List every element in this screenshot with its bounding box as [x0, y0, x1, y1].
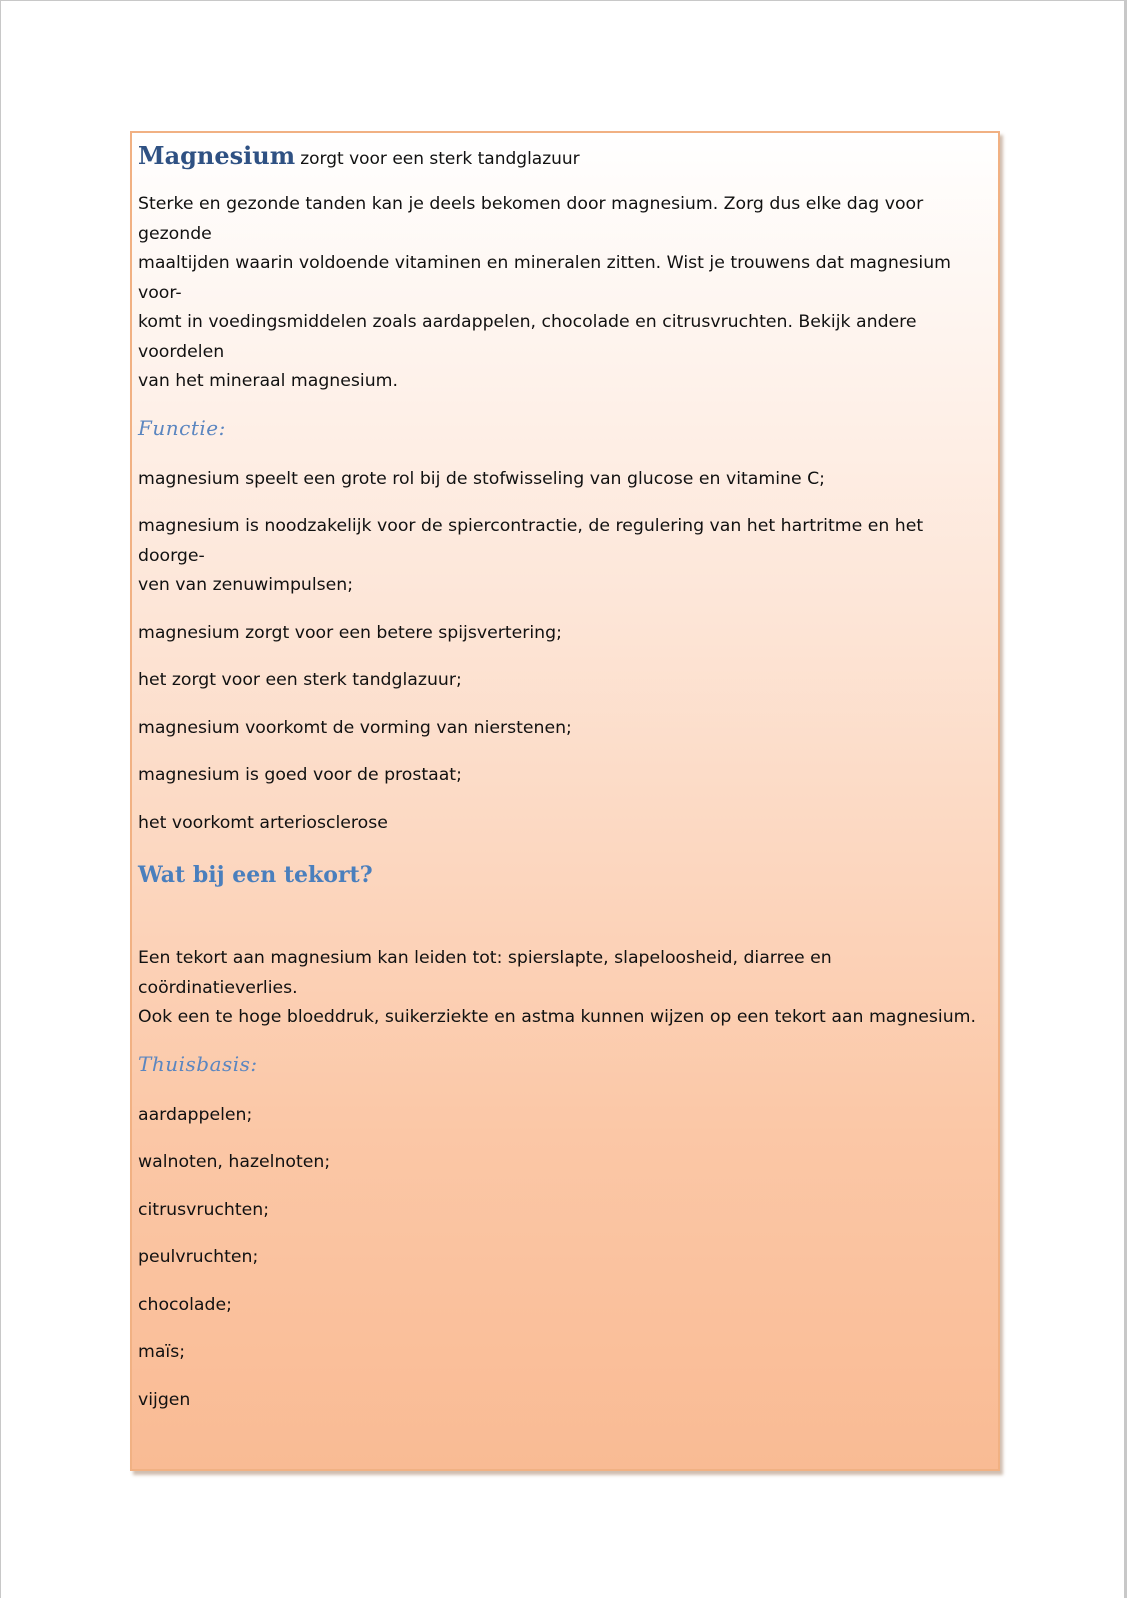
- functie-item: [138, 714, 986, 744]
- functie-item: [138, 619, 986, 649]
- title-keyword: Magnesium: [138, 141, 296, 170]
- intro-paragraph: [138, 190, 986, 397]
- thuisbasis-item: vijgen: [138, 1389, 191, 1410]
- intro-line: Sterke en gezonde tanden kan je deels bekomen door magnesium. Zorg dus elke dag voor gezonde: [138, 194, 924, 244]
- functie-item-text: magnesium zorgt voor een betere spijsvertering;: [138, 622, 562, 643]
- thuisbasis-item: peulvruchten;: [138, 1247, 259, 1267]
- functie-item-text: magnesium is goed voor de prostaat;: [138, 765, 462, 785]
- tekort-line: Ook een te hoge bloeddruk, suikerziekte en astma kunnen wijzen op een tekort aan magnesium.: [138, 1007, 977, 1027]
- functie-item-text: het zorgt voor een sterk tandglazuur;: [138, 670, 462, 690]
- thuisbasis-item: chocolade;: [138, 1294, 232, 1315]
- intro-line: maaltijden waarin voldoende vitaminen en mineralen zitten. Wist je trouwens dat magnesium voor-: [138, 253, 952, 303]
- text-box: [130, 131, 1000, 1471]
- thuisbasis-heading: Thuisbasis:: [138, 1051, 258, 1076]
- functie-item: [138, 512, 986, 601]
- functie-heading: Functie:: [138, 415, 226, 440]
- thuisbasis-item: citrusvruchten;: [138, 1199, 270, 1220]
- title-subtext: zorgt voor een sterk tandglazuur: [300, 149, 580, 169]
- tekort-paragraph: [138, 944, 986, 1033]
- thuisbasis-item: walnoten, hazelnoten;: [138, 1152, 331, 1172]
- tekort-heading: Wat bij een tekort?: [138, 862, 373, 888]
- functie-item-text: ven van zenuwimpulsen;: [138, 575, 354, 595]
- functie-item-text: magnesium is noodzakelijk voor de spiercontractie, de regulering van het hartritme en het doorge-: [138, 516, 924, 566]
- functie-item: [138, 761, 986, 791]
- intro-line: van het mineraal magnesium.: [138, 371, 398, 391]
- thuisbasis-item: aardappelen;: [138, 1104, 253, 1125]
- functie-item: [138, 666, 986, 696]
- title-line: [138, 139, 986, 176]
- functie-item: [138, 809, 986, 839]
- functie-item: [138, 465, 986, 495]
- intro-line: komt in voedingsmiddelen zoals aardappelen, chocolade en citrusvruchten. Bekijk andere voordelen: [138, 312, 917, 362]
- thuisbasis-item: maïs;: [138, 1342, 186, 1362]
- functie-item-text: het voorkomt arteriosclerose: [138, 812, 388, 833]
- functie-item-text: magnesium speelt een grote rol bij de stofwisseling van glucose en vitamine C;: [138, 468, 825, 489]
- functie-item-text: magnesium voorkomt de vorming van nierstenen;: [138, 717, 572, 738]
- tekort-line: Een tekort aan magnesium kan leiden tot: spierslapte, slapeloosheid, diarree en coördinatieverlies.: [138, 948, 832, 998]
